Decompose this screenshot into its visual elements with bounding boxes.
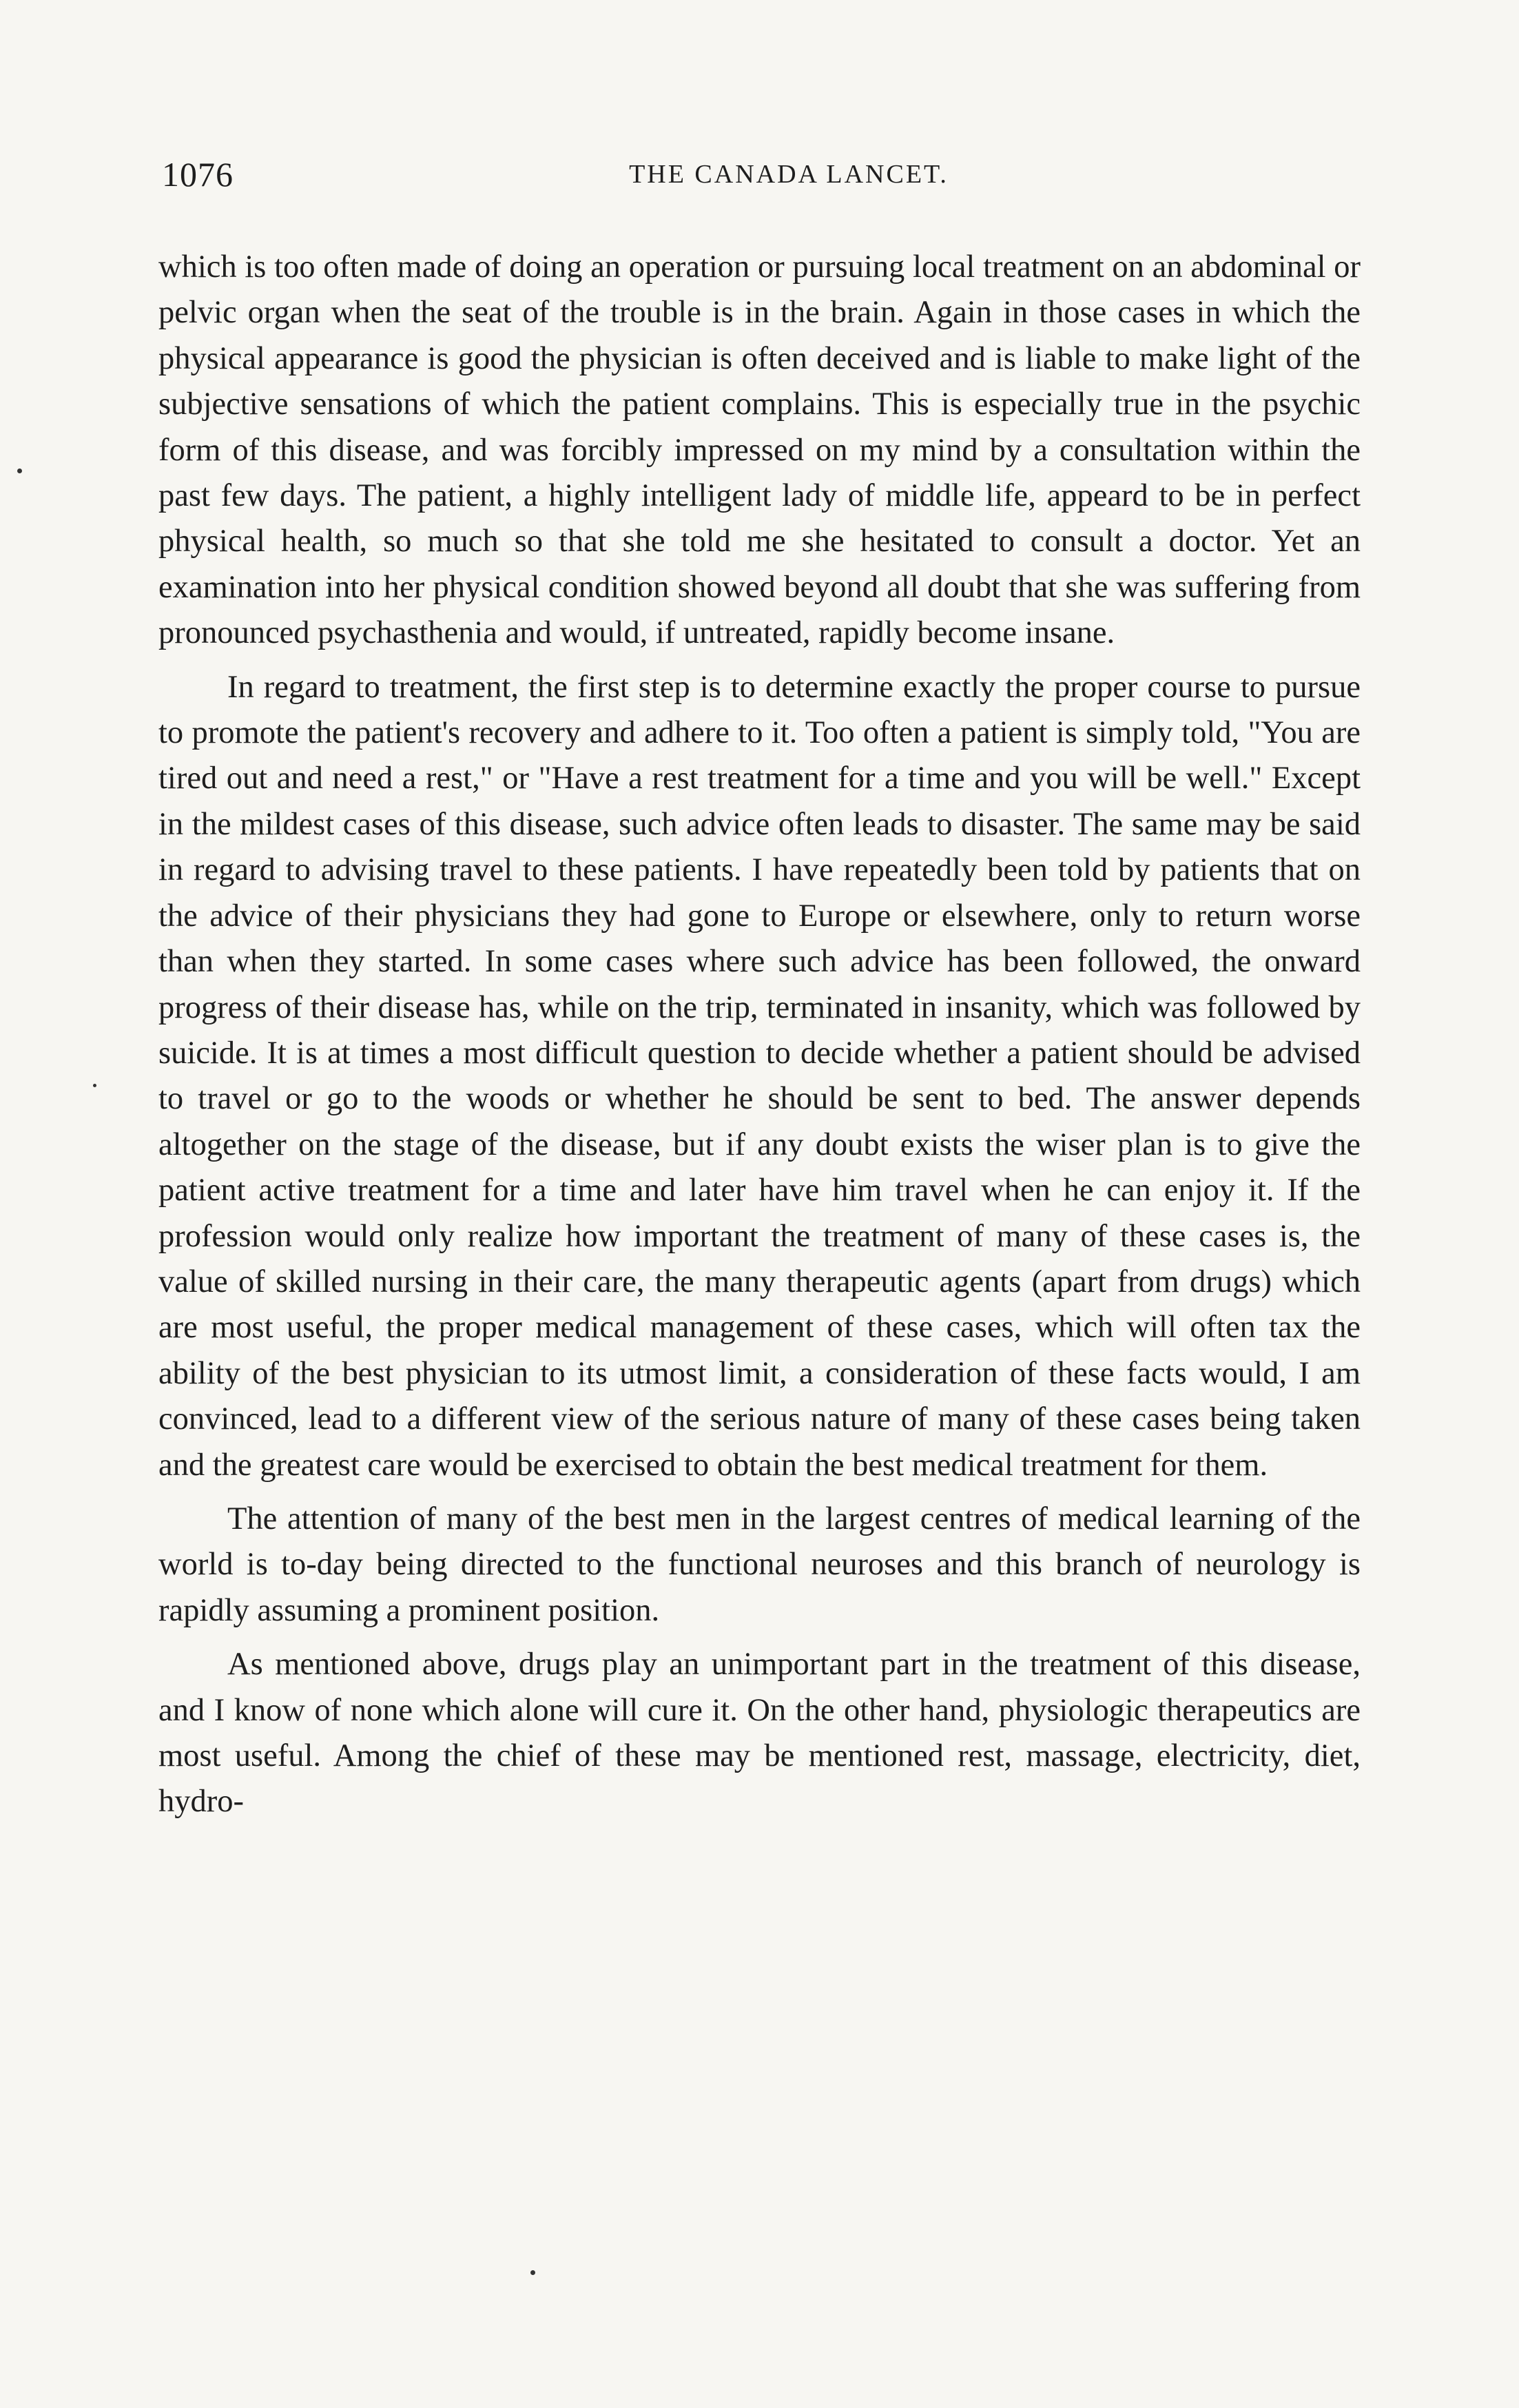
article-body <box>158 245 1361 1825</box>
page-number: 1076 <box>162 155 234 194</box>
paragraph-3: The attention of many of the best men in the largest centres of medical learning of the world is to-day being directed to the functional neuroses and this branch of neurology is rapidly assuming a prominent position. <box>158 1501 1361 1628</box>
margin-speck <box>17 469 22 473</box>
paragraph-1: which is too often made of doing an operation or pursuing local treatment on an abdominal or pelvic organ when the seat of the trouble is in the brain. Again in those cases in which the physical appearance is good the physician is often deceived and is liable to make light of the subjective sensations of which the patient complains. This is especially true in the psychic form of this disease, and was forcibly impressed on my mind by a consultation within the past few days. The patient, a highly intelligent lady of middle life, appeard to be in perfect physical health, so much so that she told me she hesitated to consult a doctor. Yet an examination into her physical condition showed beyond all doubt that she was suffering from pronounced psychasthenia and would, if untreated, rapidly become insane. <box>158 249 1361 651</box>
journal-title: THE CANADA LANCET. <box>629 160 949 189</box>
paragraph-2: In regard to treatment, the first step is to determine exactly the proper course to pursue to promote the patient's recovery and adhere to it. Too often a patient is simply told, "You are tired out and need a rest," or "Have a rest treatment for a time and you will be well." Except in the mildest cases of this disease, such advice often leads to disaster. The same may be said in regard to advising travel to these patients. I have repeatedly been told by patients that on the advice of their physicians they had gone to Europe or elsewhere, only to return worse than when they started. In some cases where such advice has been followed, the onward progress of their disease has, while on the trip, terminated in insanity, which was followed by suicide. It is at times a most difficult question to decide whether a patient should be advised to travel or go to the woods or whether he should be sent to bed. The answer depends altogether on the stage of the disease, but if any doubt exists the wiser plan is to give the patient active treatment for a time and later have him travel when he can enjoy it. If the profession would only realize how important the treatment of many of these cases is, the value of skilled nursing in their care, the many therapeutic agents (apart from drugs) which are most useful, the proper medical management of these cases, which will often tax the ability of the best physician to its utmost limit, a consideration of these facts would, I am convinced, lead to a different view of the serious nature of many of these cases being taken and the greatest care would be exercised to obtain the best medical treatment for them. <box>158 669 1361 1483</box>
paragraph-4: As mentioned above, drugs play an unimportant part in the treatment of this disease, and I know of none which alone will cure it. On the other hand, physiologic therapeutics are most useful. Among the chief of these may be mentioned rest, massage, electricity, diet, hydro- <box>158 1647 1361 1820</box>
margin-speck <box>93 1084 96 1087</box>
running-head <box>162 150 1361 198</box>
page-speck <box>530 2270 535 2275</box>
